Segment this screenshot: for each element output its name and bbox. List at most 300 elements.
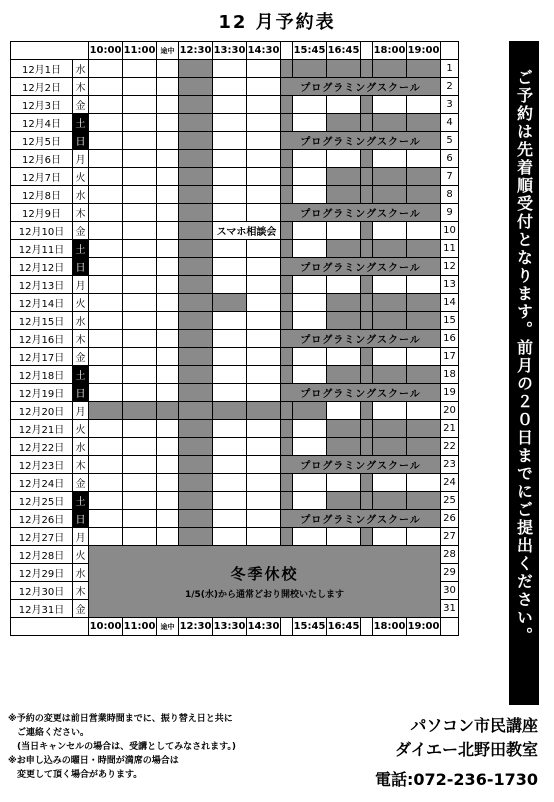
unavailable-slot — [361, 528, 373, 546]
available-slot[interactable] — [247, 438, 281, 456]
available-slot[interactable] — [247, 258, 281, 276]
available-slot[interactable] — [123, 132, 157, 150]
unavailable-slot — [179, 348, 213, 366]
available-slot[interactable] — [373, 96, 407, 114]
unavailable-slot — [281, 294, 293, 312]
schedule-row — [11, 222, 459, 240]
available-slot[interactable] — [157, 96, 179, 114]
weekday-cell: 土 — [73, 240, 89, 258]
available-slot[interactable] — [247, 114, 281, 132]
available-slot[interactable] — [213, 366, 247, 384]
time-header: 14:30 — [247, 42, 281, 60]
available-slot[interactable] — [213, 474, 247, 492]
schedule-row — [11, 366, 459, 384]
available-slot[interactable] — [123, 456, 157, 474]
available-slot[interactable] — [293, 312, 327, 330]
unavailable-slot — [373, 438, 407, 456]
available-slot[interactable] — [247, 60, 281, 78]
available-slot[interactable] — [213, 420, 247, 438]
available-slot[interactable] — [327, 150, 361, 168]
schedule-table — [10, 41, 459, 636]
available-slot[interactable] — [407, 474, 441, 492]
available-slot[interactable] — [123, 222, 157, 240]
available-slot[interactable] — [157, 186, 179, 204]
available-slot[interactable] — [89, 240, 123, 258]
available-slot[interactable] — [213, 78, 247, 96]
unavailable-slot — [327, 186, 361, 204]
available-slot[interactable] — [213, 150, 247, 168]
schedule-row — [11, 492, 459, 510]
available-slot[interactable] — [213, 60, 247, 78]
available-slot[interactable] — [213, 384, 247, 402]
available-slot[interactable] — [157, 492, 179, 510]
available-slot[interactable] — [157, 78, 179, 96]
programming-school-band: プログラミングスクール — [281, 510, 441, 528]
unavailable-slot — [281, 240, 293, 258]
available-slot[interactable] — [89, 474, 123, 492]
available-slot[interactable] — [89, 168, 123, 186]
available-slot[interactable] — [293, 240, 327, 258]
row-number: 13 — [441, 276, 459, 294]
schedule-row — [11, 402, 459, 420]
available-slot[interactable] — [213, 330, 247, 348]
available-slot[interactable] — [293, 366, 327, 384]
row-number: 8 — [441, 186, 459, 204]
unavailable-slot — [281, 168, 293, 186]
schedule-row — [11, 348, 459, 366]
available-slot[interactable] — [123, 276, 157, 294]
available-slot[interactable] — [247, 186, 281, 204]
available-slot[interactable] — [213, 132, 247, 150]
available-slot[interactable] — [407, 96, 441, 114]
available-slot[interactable] — [89, 438, 123, 456]
available-slot[interactable] — [157, 312, 179, 330]
available-slot[interactable] — [327, 96, 361, 114]
row-number: 30 — [441, 582, 459, 600]
date-cell: 12月22日 — [11, 438, 73, 456]
available-slot[interactable] — [407, 528, 441, 546]
available-slot[interactable] — [157, 60, 179, 78]
unavailable-slot — [281, 150, 293, 168]
available-slot[interactable] — [157, 456, 179, 474]
available-slot[interactable] — [213, 258, 247, 276]
time-footer: 11:00 — [123, 618, 157, 636]
available-slot[interactable] — [247, 348, 281, 366]
available-slot[interactable] — [293, 186, 327, 204]
weekday-cell: 水 — [73, 186, 89, 204]
unavailable-slot — [407, 420, 441, 438]
available-slot[interactable] — [327, 528, 361, 546]
programming-school-band: プログラミングスクール — [281, 78, 441, 96]
available-slot[interactable] — [89, 60, 123, 78]
available-slot[interactable] — [123, 168, 157, 186]
weekday-cell: 水 — [73, 312, 89, 330]
row-number: 19 — [441, 384, 459, 402]
available-slot[interactable] — [293, 528, 327, 546]
unavailable-slot — [281, 312, 293, 330]
available-slot[interactable] — [123, 384, 157, 402]
unavailable-slot — [361, 402, 373, 420]
available-slot[interactable] — [247, 96, 281, 114]
unavailable-slot — [407, 240, 441, 258]
available-slot[interactable] — [293, 168, 327, 186]
available-slot[interactable] — [247, 456, 281, 474]
time-footer: 18:00 — [373, 618, 407, 636]
available-slot[interactable] — [123, 186, 157, 204]
available-slot[interactable] — [123, 258, 157, 276]
available-slot[interactable] — [293, 492, 327, 510]
available-slot[interactable] — [157, 222, 179, 240]
available-slot[interactable] — [213, 528, 247, 546]
unavailable-slot — [327, 168, 361, 186]
available-slot[interactable] — [89, 222, 123, 240]
available-slot[interactable] — [123, 438, 157, 456]
available-slot[interactable] — [293, 474, 327, 492]
unavailable-slot — [327, 420, 361, 438]
page-title: 12 月予約表 — [218, 12, 336, 33]
available-slot[interactable] — [213, 348, 247, 366]
available-slot[interactable] — [247, 150, 281, 168]
time-footer: 19:00 — [407, 618, 441, 636]
available-slot[interactable] — [247, 366, 281, 384]
unavailable-slot — [281, 420, 293, 438]
weekday-cell: 月 — [73, 528, 89, 546]
unavailable-slot — [327, 60, 361, 78]
available-slot[interactable] — [157, 150, 179, 168]
available-slot[interactable] — [123, 492, 157, 510]
available-slot[interactable] — [89, 258, 123, 276]
weekday-cell: 日 — [73, 132, 89, 150]
num-footer — [441, 618, 459, 636]
date-cell: 12月12日 — [11, 258, 73, 276]
schedule-row — [11, 546, 459, 564]
unavailable-slot — [179, 438, 213, 456]
time-footer — [281, 618, 293, 636]
note-line: ※予約の変更は前日営業時間までに、振り替え日と共に — [8, 714, 233, 724]
available-slot[interactable] — [247, 474, 281, 492]
available-slot[interactable] — [89, 348, 123, 366]
time-footer — [361, 618, 373, 636]
unavailable-slot — [361, 276, 373, 294]
available-slot[interactable] — [373, 222, 407, 240]
row-number: 27 — [441, 528, 459, 546]
time-footer: 15:45 — [293, 618, 327, 636]
available-slot[interactable] — [157, 114, 179, 132]
available-slot[interactable] — [89, 132, 123, 150]
available-slot[interactable] — [89, 114, 123, 132]
unavailable-slot — [179, 384, 213, 402]
available-slot[interactable] — [213, 492, 247, 510]
available-slot[interactable] — [373, 528, 407, 546]
unavailable-slot — [123, 402, 157, 420]
available-slot[interactable] — [213, 186, 247, 204]
available-slot[interactable] — [89, 150, 123, 168]
unavailable-slot — [179, 420, 213, 438]
available-slot[interactable] — [157, 330, 179, 348]
date-cell: 12月8日 — [11, 186, 73, 204]
unavailable-slot — [179, 492, 213, 510]
phone-number: 電話:072-236-1730 — [374, 770, 538, 789]
available-slot[interactable] — [123, 96, 157, 114]
available-slot[interactable] — [213, 456, 247, 474]
available-slot[interactable] — [89, 186, 123, 204]
date-cell: 12月18日 — [11, 366, 73, 384]
available-slot[interactable] — [123, 474, 157, 492]
date-cell: 12月15日 — [11, 312, 73, 330]
unavailable-slot — [361, 366, 373, 384]
available-slot[interactable] — [247, 168, 281, 186]
available-slot[interactable] — [123, 528, 157, 546]
available-slot[interactable] — [123, 240, 157, 258]
available-slot[interactable] — [123, 510, 157, 528]
time-header: 途中 — [157, 42, 179, 60]
available-slot[interactable] — [247, 528, 281, 546]
row-number: 1 — [441, 60, 459, 78]
unavailable-slot — [361, 474, 373, 492]
available-slot[interactable] — [247, 294, 281, 312]
available-slot[interactable] — [157, 366, 179, 384]
available-slot[interactable] — [293, 438, 327, 456]
available-slot[interactable] — [89, 510, 123, 528]
available-slot[interactable] — [247, 132, 281, 150]
available-slot[interactable] — [123, 114, 157, 132]
available-slot[interactable] — [373, 348, 407, 366]
available-slot[interactable] — [89, 330, 123, 348]
date-cell: 12月14日 — [11, 294, 73, 312]
available-slot[interactable] — [293, 294, 327, 312]
available-slot[interactable] — [293, 96, 327, 114]
org-name: パソコン市民講座 — [410, 716, 538, 735]
available-slot[interactable] — [213, 240, 247, 258]
available-slot[interactable] — [89, 456, 123, 474]
available-slot[interactable] — [157, 348, 179, 366]
available-slot[interactable] — [213, 114, 247, 132]
unavailable-slot — [179, 150, 213, 168]
available-slot[interactable] — [407, 348, 441, 366]
available-slot[interactable] — [327, 402, 361, 420]
available-slot[interactable] — [247, 276, 281, 294]
available-slot[interactable] — [213, 510, 247, 528]
schedule-row — [11, 510, 459, 528]
available-slot[interactable] — [157, 294, 179, 312]
available-slot[interactable] — [123, 330, 157, 348]
available-slot[interactable] — [373, 402, 407, 420]
winter-break-block — [89, 546, 441, 618]
unavailable-slot — [361, 114, 373, 132]
unavailable-slot — [373, 168, 407, 186]
available-slot[interactable] — [373, 276, 407, 294]
available-slot[interactable] — [123, 420, 157, 438]
unavailable-slot — [179, 132, 213, 150]
programming-school-band: プログラミングスクール — [281, 204, 441, 222]
unavailable-slot — [327, 114, 361, 132]
time-footer: 14:30 — [247, 618, 281, 636]
available-slot[interactable] — [89, 420, 123, 438]
schedule-row — [11, 60, 459, 78]
available-slot[interactable] — [407, 150, 441, 168]
unavailable-slot — [281, 186, 293, 204]
schedule-row — [11, 240, 459, 258]
unavailable-slot — [89, 402, 123, 420]
available-slot[interactable] — [327, 474, 361, 492]
available-slot[interactable] — [293, 276, 327, 294]
available-slot[interactable] — [123, 294, 157, 312]
available-slot[interactable] — [247, 312, 281, 330]
available-slot[interactable] — [123, 312, 157, 330]
unavailable-slot — [157, 402, 179, 420]
available-slot[interactable] — [213, 312, 247, 330]
weekday-cell: 木 — [73, 78, 89, 96]
date-cell: 12月5日 — [11, 132, 73, 150]
available-slot[interactable] — [157, 276, 179, 294]
available-slot[interactable] — [327, 222, 361, 240]
available-slot[interactable] — [407, 402, 441, 420]
available-slot[interactable] — [123, 150, 157, 168]
smartphone-consult-cell: スマホ相談会 — [213, 222, 281, 240]
unavailable-slot — [373, 492, 407, 510]
available-slot[interactable] — [157, 240, 179, 258]
weekday-cell: 金 — [73, 474, 89, 492]
available-slot[interactable] — [157, 438, 179, 456]
available-slot[interactable] — [373, 474, 407, 492]
schedule-row — [11, 186, 459, 204]
unavailable-slot — [179, 258, 213, 276]
available-slot[interactable] — [89, 96, 123, 114]
available-slot[interactable] — [293, 222, 327, 240]
available-slot[interactable] — [293, 348, 327, 366]
unavailable-slot — [213, 294, 247, 312]
available-slot[interactable] — [213, 168, 247, 186]
row-number: 4 — [441, 114, 459, 132]
available-slot[interactable] — [157, 420, 179, 438]
date-cell: 12月3日 — [11, 96, 73, 114]
available-slot[interactable] — [89, 294, 123, 312]
unavailable-slot — [281, 114, 293, 132]
time-header: 10:00 — [89, 42, 123, 60]
branch-name: ダイエー北野田教室 — [394, 740, 538, 759]
available-slot[interactable] — [123, 204, 157, 222]
available-slot[interactable] — [157, 258, 179, 276]
available-slot[interactable] — [89, 528, 123, 546]
available-slot[interactable] — [89, 492, 123, 510]
weekday-cell: 土 — [73, 114, 89, 132]
weekday-cell: 月 — [73, 276, 89, 294]
schedule-row — [11, 294, 459, 312]
available-slot[interactable] — [89, 276, 123, 294]
unavailable-slot — [281, 60, 293, 78]
available-slot[interactable] — [293, 420, 327, 438]
available-slot[interactable] — [327, 348, 361, 366]
schedule-row — [11, 96, 459, 114]
available-slot[interactable] — [247, 330, 281, 348]
unavailable-slot — [179, 510, 213, 528]
available-slot[interactable] — [247, 420, 281, 438]
available-slot[interactable] — [157, 384, 179, 402]
row-number: 24 — [441, 474, 459, 492]
available-slot[interactable] — [213, 276, 247, 294]
available-slot[interactable] — [247, 204, 281, 222]
unavailable-slot — [361, 96, 373, 114]
available-slot[interactable] — [213, 204, 247, 222]
time-header — [281, 42, 293, 60]
available-slot[interactable] — [247, 492, 281, 510]
unavailable-slot — [361, 492, 373, 510]
time-header: 11:00 — [123, 42, 157, 60]
time-footer: 13:30 — [213, 618, 247, 636]
time-header: 13:30 — [213, 42, 247, 60]
available-slot[interactable] — [123, 60, 157, 78]
unavailable-slot — [373, 186, 407, 204]
available-slot[interactable] — [247, 240, 281, 258]
unavailable-slot — [407, 312, 441, 330]
available-slot[interactable] — [213, 438, 247, 456]
available-slot[interactable] — [407, 276, 441, 294]
available-slot[interactable] — [123, 366, 157, 384]
available-slot[interactable] — [373, 150, 407, 168]
available-slot[interactable] — [247, 510, 281, 528]
unavailable-slot — [281, 222, 293, 240]
unavailable-slot — [281, 348, 293, 366]
available-slot[interactable] — [89, 384, 123, 402]
available-slot[interactable] — [327, 276, 361, 294]
available-slot[interactable] — [123, 348, 157, 366]
date-cell: 12月28日 — [11, 546, 73, 564]
unavailable-slot — [179, 456, 213, 474]
available-slot[interactable] — [89, 204, 123, 222]
available-slot[interactable] — [293, 114, 327, 132]
start-time-header: スタート時間 — [11, 42, 89, 60]
unavailable-slot — [373, 240, 407, 258]
notes — [8, 712, 338, 782]
unavailable-slot — [327, 294, 361, 312]
unavailable-slot — [281, 474, 293, 492]
available-slot[interactable] — [89, 312, 123, 330]
unavailable-slot — [179, 204, 213, 222]
weekday-cell: 火 — [73, 546, 89, 564]
unavailable-slot — [361, 348, 373, 366]
available-slot[interactable] — [157, 528, 179, 546]
weekday-cell: 火 — [73, 168, 89, 186]
available-slot[interactable] — [89, 366, 123, 384]
row-number: 6 — [441, 150, 459, 168]
available-slot[interactable] — [157, 204, 179, 222]
available-slot[interactable] — [157, 510, 179, 528]
weekday-cell: 金 — [73, 348, 89, 366]
row-number: 16 — [441, 330, 459, 348]
programming-school-band: プログラミングスクール — [281, 330, 441, 348]
weekday-cell: 木 — [73, 582, 89, 600]
date-cell: 12月7日 — [11, 168, 73, 186]
available-slot[interactable] — [157, 474, 179, 492]
available-slot[interactable] — [407, 222, 441, 240]
available-slot[interactable] — [213, 96, 247, 114]
available-slot[interactable] — [89, 78, 123, 96]
available-slot[interactable] — [247, 78, 281, 96]
available-slot[interactable] — [247, 384, 281, 402]
note-line: (当日キャンセルの場合は、受講としてみなされます。) — [8, 742, 237, 752]
available-slot[interactable] — [157, 168, 179, 186]
unavailable-slot — [179, 240, 213, 258]
available-slot[interactable] — [293, 150, 327, 168]
available-slot[interactable] — [157, 132, 179, 150]
date-cell: 12月17日 — [11, 348, 73, 366]
row-number: 5 — [441, 132, 459, 150]
unavailable-slot — [361, 438, 373, 456]
time-footer: 16:45 — [327, 618, 361, 636]
schedule-row — [11, 258, 459, 276]
unavailable-slot — [373, 294, 407, 312]
available-slot[interactable] — [123, 78, 157, 96]
